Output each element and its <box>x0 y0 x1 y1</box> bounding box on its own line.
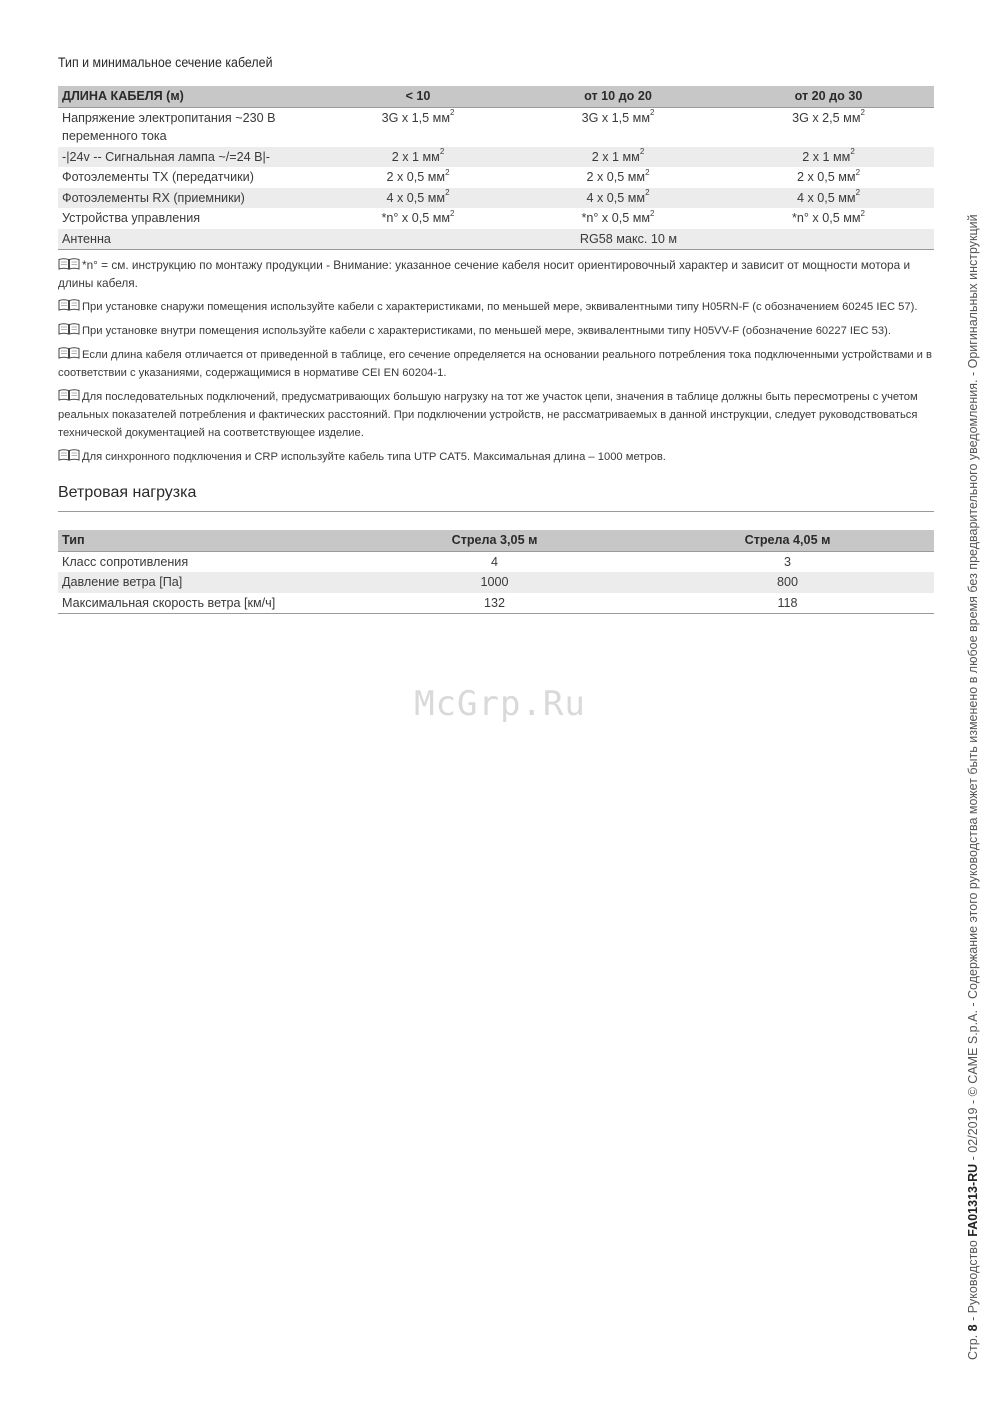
book-icon <box>58 258 80 270</box>
cell: *n° x 0,5 $мм^2$ <box>581 208 655 225</box>
header-cable-length: ДЛИНА КАБЕЛЯ (м) <box>58 86 323 107</box>
row-label: Антенна <box>58 229 323 250</box>
book-icon <box>58 449 80 461</box>
table-header-row <box>58 86 934 107</box>
wind-section-title: Ветровая нагрузка <box>58 484 197 501</box>
cell: 4 x 0,5 $мм^2$ <box>723 188 934 209</box>
book-icon <box>58 347 80 359</box>
divider <box>58 511 934 512</box>
cell: 3G x 1,5 $мм^2$ <box>581 108 655 125</box>
table-header-row <box>58 530 934 551</box>
header-under-10: < 10 <box>323 86 513 107</box>
table-row <box>58 147 934 168</box>
row-label: Устройства управления <box>62 211 201 225</box>
header-10-20: от 10 до 20 <box>513 86 723 107</box>
note: Для синхронного подключения и CRP используйте кабель типа UTP CAT5. Максимальная длина – 1000 метров. <box>58 448 934 466</box>
cell: 2 x 1 $мм^2$ <box>323 147 513 168</box>
note: При установке снаружи помещения используйте кабели с характеристиками, по меньшей мере, эквивалентными типу H05RN-F (с обозначением 60245 IEC 57). <box>58 298 934 316</box>
book-icon <box>58 323 80 335</box>
note: *n° = см. инструкцию по монтажу продукции - Внимание: указанное сечение кабеля носит ориентировочный характер и зависит от мощности мотора и длины кабеля. <box>58 258 911 290</box>
cell: 3G x 1,5 $мм^2$ <box>381 108 455 125</box>
cell: 132 <box>348 593 641 614</box>
table-row <box>58 107 934 147</box>
table-row <box>58 188 934 209</box>
cell: 3G x 2,5 $мм^2$ <box>792 108 865 125</box>
cable-table <box>58 86 934 250</box>
header-20-30: от 20 до 30 <box>723 86 934 107</box>
cell: 1000 <box>348 572 641 593</box>
row-label: Фотоэлементы RX (приемники) <box>58 188 323 209</box>
cables-section-title: Тип и минимальное сечение кабелей <box>58 55 273 70</box>
note: Для последовательных подключений, предусматривающих большую нагрузку на тот же участок цепи, значения в таблице должны быть пересмотрены с учетом реальных показателей потребления и фактических расстояний. При подключении устройств, не рассматриваемых в данной инструкции, следует руководствоваться технической документацией на соответствующее изделие. <box>58 391 918 439</box>
cell: 4 x 0,5 $мм^2$ <box>513 188 723 209</box>
book-icon <box>58 299 80 311</box>
cell: 4 x 0,5 $мм^2$ <box>323 188 513 209</box>
watermark: McGrp.Ru <box>414 684 586 724</box>
row-label: Класс сопротивления <box>62 554 189 569</box>
wind-table <box>58 530 934 614</box>
page-number: 8 <box>966 1324 980 1332</box>
cell: 2 x 0,5 $мм^2$ <box>386 167 450 184</box>
header-boom-305: Стрела 3,05 м <box>348 530 641 551</box>
cell: 4 <box>490 554 498 569</box>
table-row <box>58 208 934 229</box>
cell: 2 x 1 $мм^2$ <box>723 147 934 168</box>
table-row <box>58 551 934 572</box>
notes <box>58 256 934 472</box>
row-label: Фотоэлементы TX (передатчики) <box>62 170 254 184</box>
row-label: Напряжение электропитания ~230 В переменного тока <box>62 110 276 143</box>
row-label: Максимальная скорость ветра [км/ч] <box>58 593 348 614</box>
cell: 2 x 0,5 $мм^2$ <box>586 167 650 184</box>
cell: *n° x 0,5 $мм^2$ <box>381 208 455 225</box>
table-row <box>58 572 934 593</box>
note: Если длина кабеля отличается от приведенной в таблице, его сечение определяется на основании реального потребления тока подключенными устройствами и в соответствии с указаниями, содержащимися в нормативе CEI EN 60204-1. <box>58 349 932 379</box>
cell: 3 <box>783 554 791 569</box>
cell: 800 <box>641 572 934 593</box>
table-row <box>58 167 934 188</box>
note: При установке внутри помещения используйте кабели с характеристиками, по меньшей мере, эквивалентными типу H05VV-F (обозначение 60227 IEC 53). <box>58 322 934 340</box>
header-boom-405: Стрела 4,05 м <box>641 530 934 551</box>
document-code: FA01313-RU <box>966 1163 980 1237</box>
table-row <box>58 593 934 614</box>
table-row <box>58 229 934 250</box>
header-type: Тип <box>58 530 348 551</box>
antenna-cell: RG58 макс. 10 м <box>323 229 934 250</box>
side-footer: Стр. 8 - Руководство FA01313-RU - 02/2019 - © CAME S.p.A. - Содержание этого руководства может быть изменено в любое время без предварительного уведомления. - Оригинальных инструкций <box>966 214 980 1360</box>
cell: 118 <box>641 593 934 614</box>
row-label: Давление ветра [Па] <box>58 572 348 593</box>
row-label: -|24v -- Сигнальная лампа ~/=24 В|- <box>58 147 323 168</box>
book-icon <box>58 389 80 401</box>
cell: 2 x 1 $мм^2$ <box>513 147 723 168</box>
cell: *n° x 0,5 $мм^2$ <box>791 208 865 225</box>
cell: 2 x 0,5 $мм^2$ <box>796 167 861 184</box>
